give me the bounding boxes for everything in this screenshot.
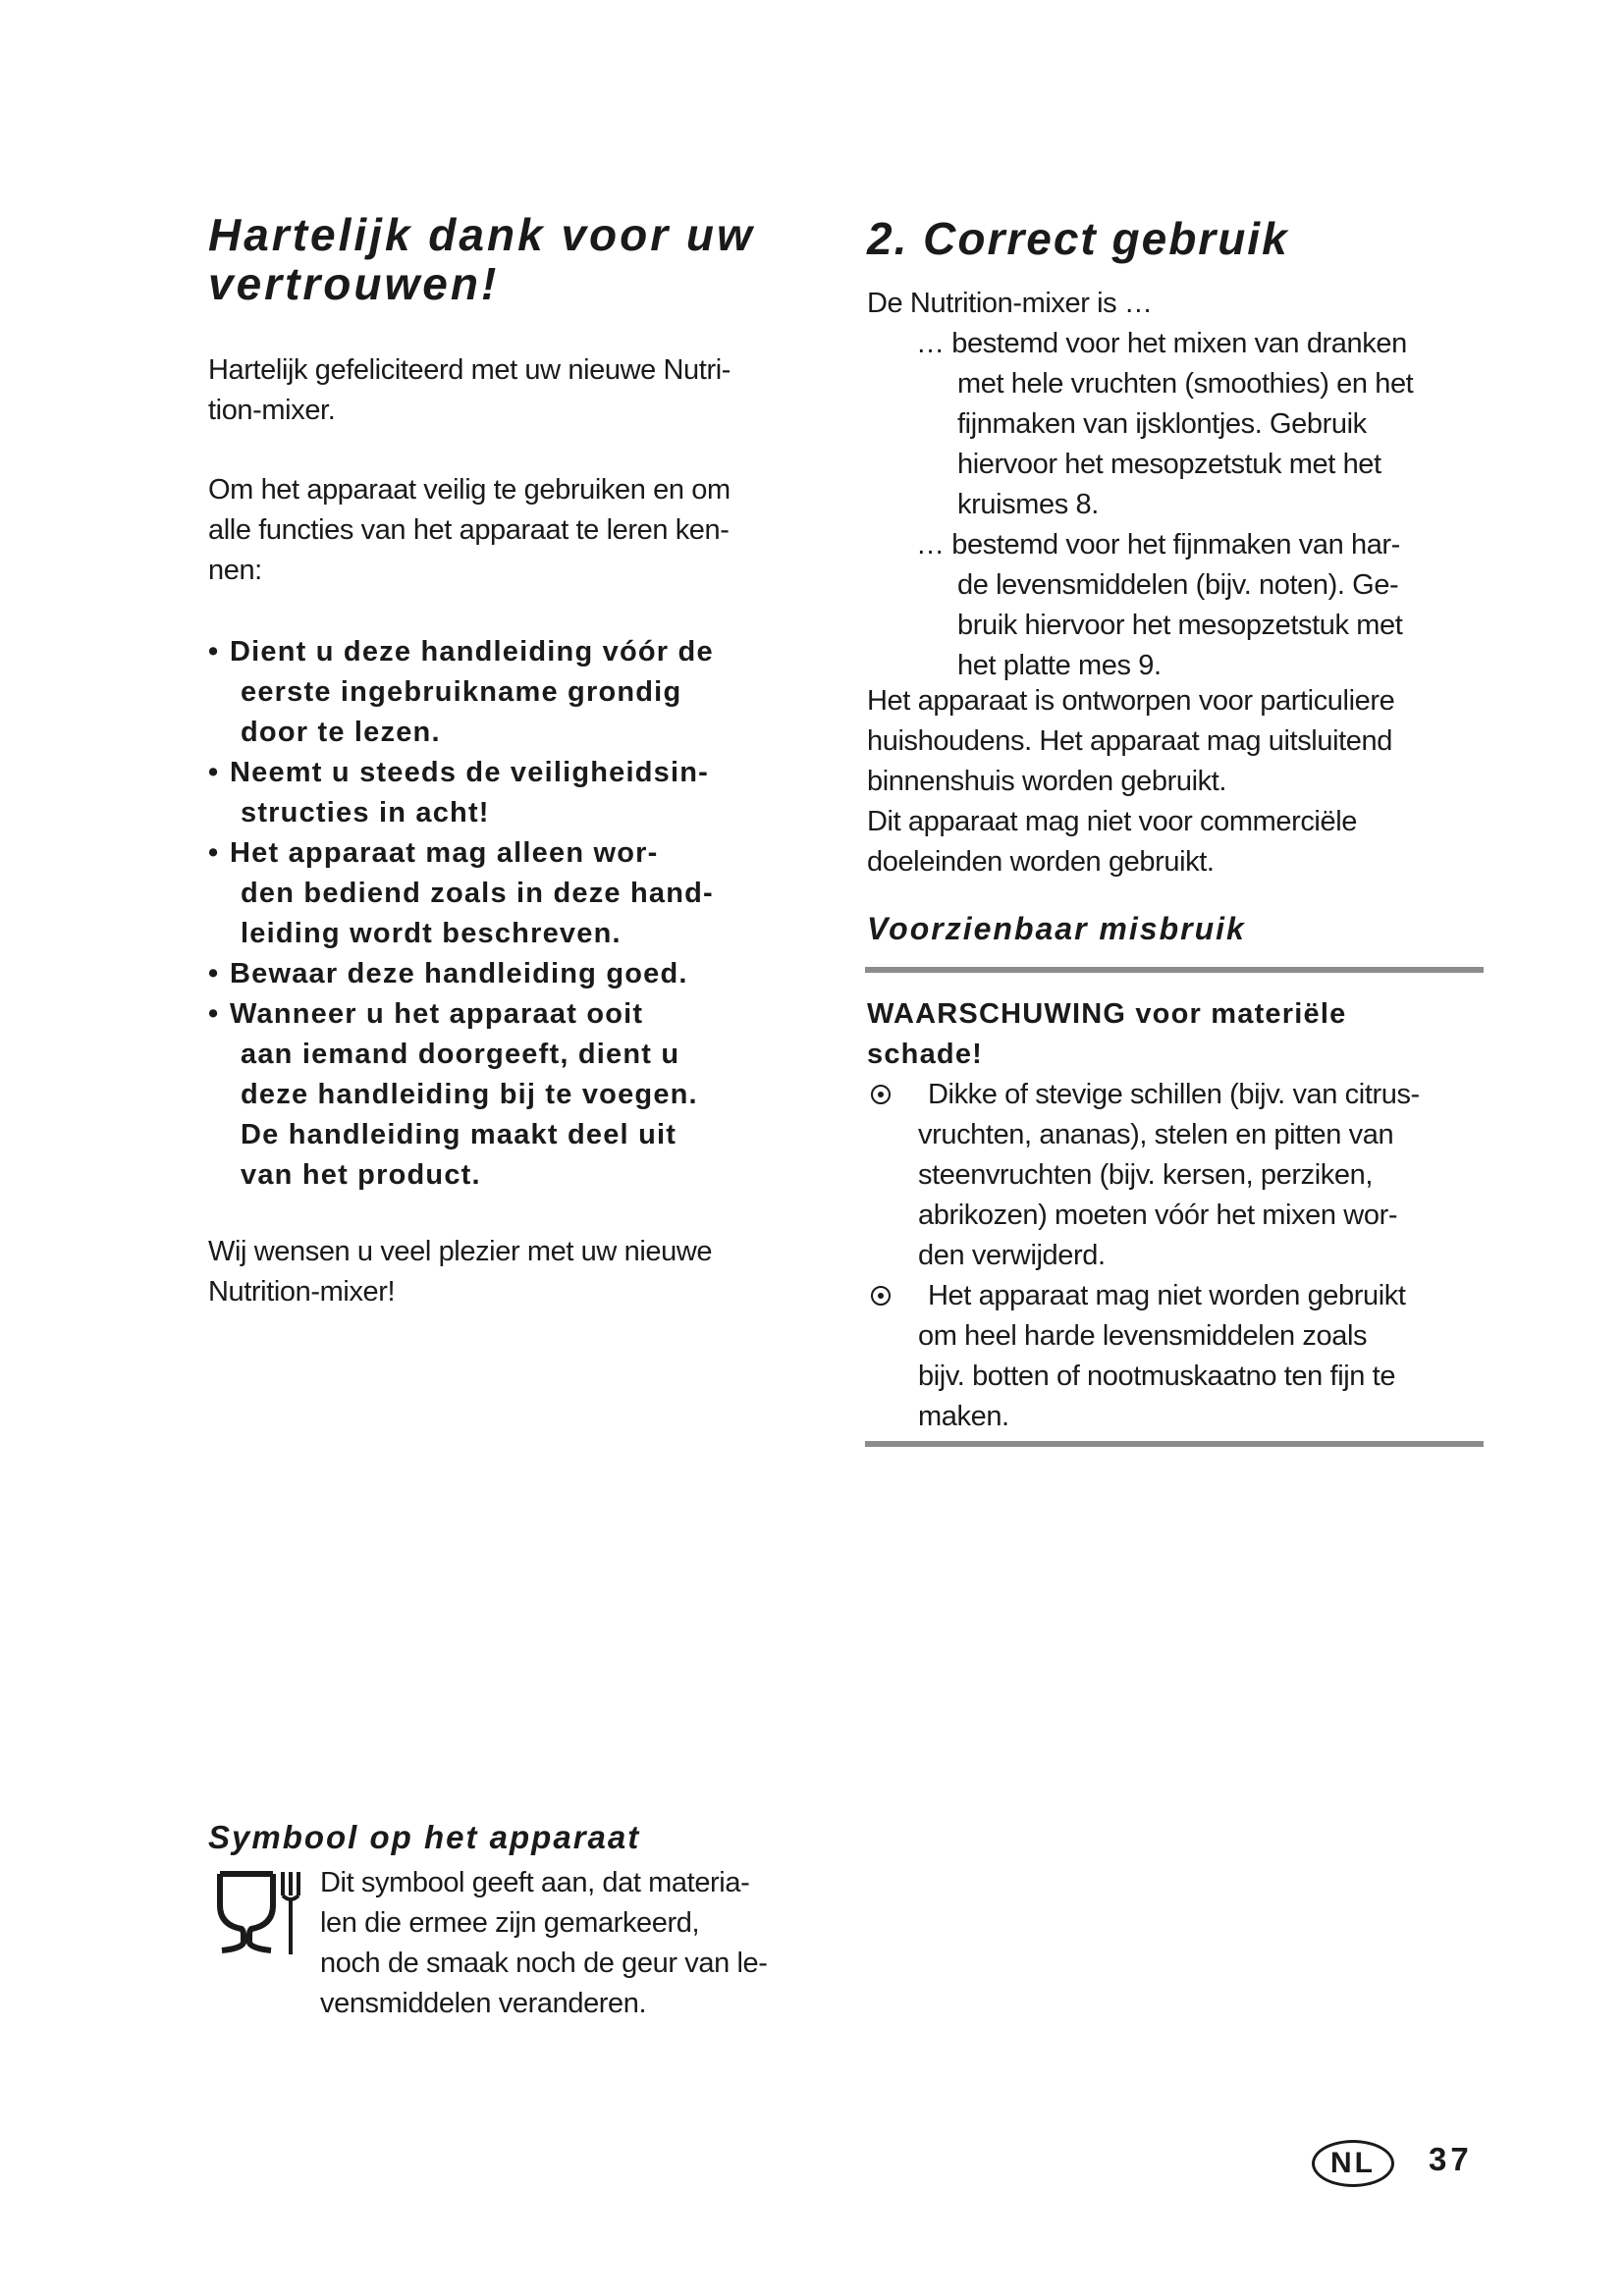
text-line: maken. xyxy=(918,1401,1009,1432)
text-line: De handleiding maakt deel uit xyxy=(241,1119,677,1150)
text-line: bijv. botten of nootmuskaatno ten fijn te xyxy=(918,1361,1396,1392)
divider-top xyxy=(865,967,1484,973)
text-line: van het product. xyxy=(241,1159,481,1191)
text-line: steenvruchten (bijv. kersen, perziken, xyxy=(918,1159,1373,1191)
text-line: Het apparaat is ontworpen voor particuliere xyxy=(867,685,1395,717)
text-line: Nutrition-mixer! xyxy=(208,1276,396,1308)
text-line: Dit symbool geeft aan, dat materia- xyxy=(320,1867,750,1898)
text-line: bruik hiervoor het mesopzetstuk met xyxy=(957,610,1403,641)
symbol-description xyxy=(320,1863,768,2024)
circle-bullet-icon xyxy=(871,1085,891,1104)
text-line: alle functies van het apparaat te leren ken- xyxy=(208,514,730,546)
section-title: 2. Correct gebruik xyxy=(867,213,1289,264)
text-line: Dient u deze handleiding vóór de xyxy=(230,636,714,667)
purpose-paragraph xyxy=(208,470,731,591)
text-line: De Nutrition-mixer is … xyxy=(867,288,1153,319)
divider-bottom xyxy=(865,1441,1484,1447)
language-badge: NL xyxy=(1312,2140,1394,2187)
text-line: schade! xyxy=(867,1039,983,1070)
text-line: om heel harde levensmiddelen zoals xyxy=(918,1320,1368,1352)
warning-heading xyxy=(867,994,1346,1075)
text-line: hiervoor het mesopzetstuk met het xyxy=(957,449,1381,480)
text-line: Bewaar deze handleiding goed. xyxy=(230,958,688,989)
instruction-bullet-list xyxy=(208,632,714,1196)
household-paragraph xyxy=(867,681,1394,882)
intended-use-item xyxy=(867,525,1413,686)
text-line: den verwijderd. xyxy=(918,1240,1106,1271)
text-line: de levensmiddelen (bijv. noten). Ge- xyxy=(957,569,1399,601)
text-line: met hele vruchten (smoothies) en het xyxy=(957,368,1414,400)
text-line: Dit apparaat mag niet voor commerciële xyxy=(867,806,1357,837)
text-line: abrikozen) moeten vóór het mixen wor- xyxy=(918,1200,1398,1231)
text-line: len die ermee zijn gemarkeerd, xyxy=(320,1907,700,1939)
text-line: kruismes 8. xyxy=(957,489,1099,520)
symbol-heading: Symbool op het apparaat xyxy=(208,1819,641,1855)
lead-text xyxy=(867,284,1153,324)
text-line: den bediend zoals in deze hand- xyxy=(241,878,714,909)
page-number: 37 xyxy=(1429,2141,1473,2177)
bullet-item xyxy=(208,994,714,1196)
intended-use-item xyxy=(867,324,1413,525)
bullet-icon: • xyxy=(208,958,220,989)
intro-paragraph xyxy=(208,350,731,431)
food-safe-symbol-icon xyxy=(214,1870,304,1961)
bullet-icon: • xyxy=(208,998,220,1030)
text-line: het platte mes 9. xyxy=(957,650,1162,681)
bullet-item xyxy=(208,954,714,994)
text-line: structies in acht! xyxy=(241,797,490,828)
bullet-item xyxy=(208,632,714,753)
left-title xyxy=(208,210,755,308)
text-line: Om het apparaat veilig te gebruiken en om xyxy=(208,474,731,506)
text-line: fijnmaken van ijsklontjes. Gebruik xyxy=(957,408,1367,440)
text-line: binnenshuis worden gebruikt. xyxy=(867,766,1227,797)
warning-item xyxy=(867,1075,1420,1276)
text-line: Het apparaat mag alleen wor- xyxy=(230,837,659,869)
text-line: tion-mixer. xyxy=(208,395,336,426)
text-line: vensmiddelen veranderen. xyxy=(320,1988,647,2019)
text-line: noch de smaak noch de geur van le- xyxy=(320,1948,768,1979)
text-line: door te lezen. xyxy=(241,717,441,748)
text-line: huishoudens. Het apparaat mag uitsluitend xyxy=(867,725,1392,757)
closing-paragraph xyxy=(208,1232,712,1312)
text-line: nen: xyxy=(208,555,262,586)
text-line: … bestemd voor het mixen van dranken xyxy=(916,328,1407,359)
text-line: eerste ingebruikname grondig xyxy=(241,676,682,708)
bullet-item xyxy=(208,753,714,833)
text-line: deze handleiding bij te voegen. xyxy=(241,1079,698,1110)
text-line: aan iemand doorgeeft, dient u xyxy=(241,1039,680,1070)
text-line: leiding wordt beschreven. xyxy=(241,918,622,949)
bullet-icon: • xyxy=(208,757,220,788)
bullet-icon: • xyxy=(208,636,220,667)
warning-list xyxy=(867,1075,1420,1437)
text-line: Neemt u steeds de veiligheidsin- xyxy=(230,757,710,788)
text-line: Het apparaat mag niet worden gebruikt xyxy=(928,1280,1406,1311)
text-line: Wij wensen u veel plezier met uw nieuwe xyxy=(208,1236,713,1267)
title-line: Hartelijk dank voor uw xyxy=(208,209,755,260)
title-line: vertrouwen! xyxy=(208,258,500,309)
text-line: vruchten, ananas), stelen en pitten van xyxy=(918,1119,1394,1150)
circle-bullet-icon xyxy=(871,1286,891,1306)
text-line: WAARSCHUWING voor materiële xyxy=(867,998,1347,1030)
text-line: doeleinden worden gebruikt. xyxy=(867,846,1215,878)
bullet-icon: • xyxy=(208,837,220,869)
bullet-item xyxy=(208,833,714,954)
text-line: Wanneer u het apparaat ooit xyxy=(230,998,644,1030)
misuse-heading: Voorzienbaar misbruik xyxy=(867,911,1246,946)
text-line: … bestemd voor het fijnmaken van har- xyxy=(916,529,1400,561)
text-line: Hartelijk gefeliciteerd met uw nieuwe Nutri- xyxy=(208,354,731,386)
text-line: Dikke of stevige schillen (bijv. van citrus- xyxy=(928,1079,1420,1110)
intended-use-list xyxy=(867,324,1413,686)
warning-item xyxy=(867,1276,1420,1437)
